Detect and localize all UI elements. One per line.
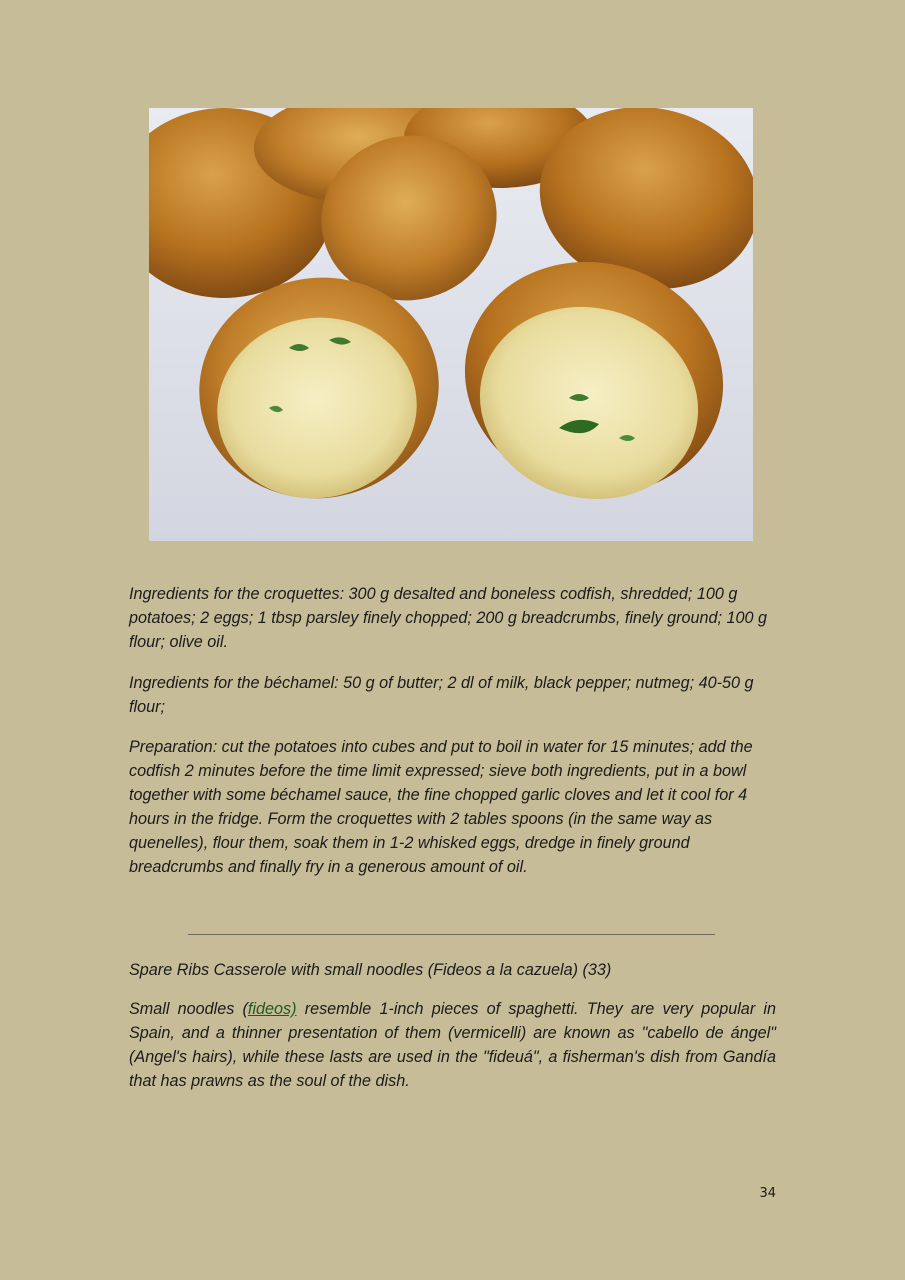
bechamel-ingredients: Ingredients for the béchamel: 50 g of butter; 2 dl of milk, black pepper; nutmeg; 40-50 g flour; — [129, 674, 754, 716]
noodles-intro-before: Small noodles ( — [129, 1000, 248, 1018]
page-number: 34 — [759, 1186, 776, 1201]
section-divider — [188, 934, 715, 935]
croquettes-ingredients: Ingredients for the croquettes: 300 g desalted and boneless codfish, shredded; 100 g potatoes; 2 eggs; 1 tbsp parsley finely chopped; 200 g breadcrumbs, finely ground; 100 g flour; olive oil. — [129, 585, 768, 651]
noodles-intro-after: resemble 1-inch pieces of spaghetti. They are very popular in Spain, and a thinner presentation of them (vermicelli) are known as "cabello de ángel" (Angel's hairs), while these lasts are used in the "fideuá", a fisherman's dish from Gandía that has prawns as the soul of the dish. — [129, 1000, 776, 1090]
fideos-link[interactable]: fideos) — [247, 1000, 297, 1018]
preparation-instructions: Preparation: cut the potatoes into cubes and put to boil in water for 15 minutes; add the codfish 2 minutes before the time limit expressed; sieve both ingredients, put in a bowl together with some béchamel sauce, the fine chopped garlic cloves and let it cool for 4 hours in the fridge. Form the croquettes with 2 tables spoons (in the same way as quenelles), flour them, soak them in 1-2 whisked eggs, dredge in finely ground breadcrumbs and finally fry in a generous amount of oil. — [129, 738, 753, 876]
noodles-intro — [129, 997, 776, 1093]
recipe-title: Spare Ribs Casserole with small noodles (Fideos a la cazuela) (33) — [129, 961, 612, 979]
croquettes-photo — [149, 108, 753, 541]
